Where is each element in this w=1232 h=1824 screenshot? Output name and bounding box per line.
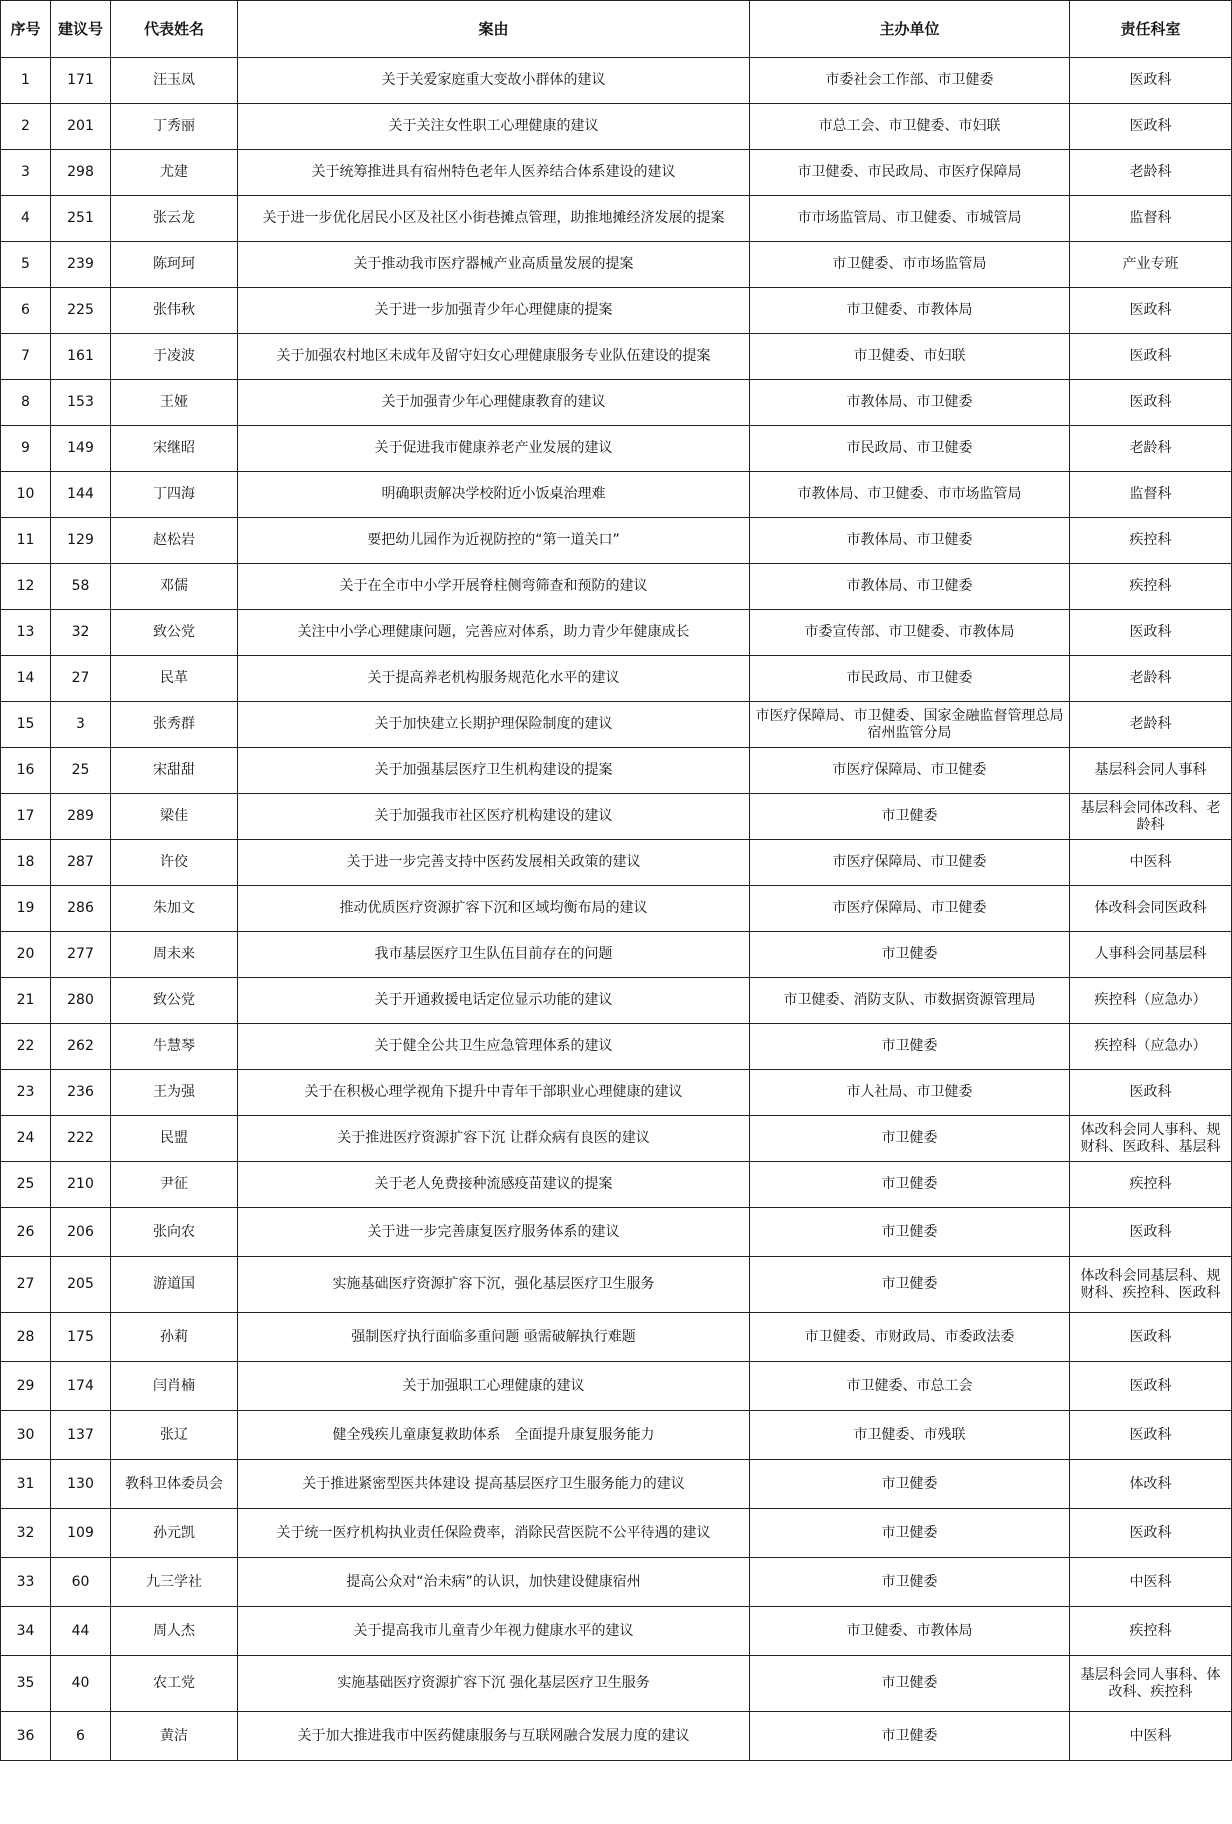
table-row (1, 150, 1232, 196)
cell-proposal-number: 205 (51, 1257, 111, 1313)
cell-lead-unit: 市卫健委、市市场监管局 (750, 242, 1070, 288)
cell-index: 31 (1, 1460, 51, 1509)
cell-representative-name: 丁秀丽 (111, 104, 238, 150)
cell-subject: 关于加强青少年心理健康教育的建议 (238, 380, 750, 426)
cell-responsible-office: 医政科 (1070, 1208, 1232, 1257)
cell-responsible-office: 产业专班 (1070, 242, 1232, 288)
table-row (1, 1411, 1232, 1460)
cell-proposal-number: 201 (51, 104, 111, 150)
cell-proposal-number: 25 (51, 748, 111, 794)
cell-index: 16 (1, 748, 51, 794)
cell-index: 20 (1, 932, 51, 978)
cell-responsible-office: 医政科 (1070, 58, 1232, 104)
cell-responsible-office: 体改科会同医政科 (1070, 886, 1232, 932)
cell-responsible-office: 监督科 (1070, 472, 1232, 518)
cell-proposal-number: 251 (51, 196, 111, 242)
cell-lead-unit: 市市场监管局、市卫健委、市城管局 (750, 196, 1070, 242)
cell-proposal-number: 222 (51, 1116, 111, 1162)
cell-subject: 关于在全市中小学开展脊柱侧弯筛查和预防的建议 (238, 564, 750, 610)
cell-index: 9 (1, 426, 51, 472)
cell-subject: 关于加强我市社区医疗机构建设的建议 (238, 794, 750, 840)
table-row (1, 748, 1232, 794)
cell-proposal-number: 153 (51, 380, 111, 426)
cell-proposal-number: 149 (51, 426, 111, 472)
cell-index: 7 (1, 334, 51, 380)
cell-responsible-office: 疾控科 (1070, 1607, 1232, 1656)
cell-subject: 关于开通救援电话定位显示功能的建议 (238, 978, 750, 1024)
cell-representative-name: 邓儒 (111, 564, 238, 610)
cell-responsible-office: 老龄科 (1070, 656, 1232, 702)
cell-representative-name: 张秀群 (111, 702, 238, 748)
cell-responsible-office: 疾控科 (1070, 518, 1232, 564)
cell-lead-unit: 市委宣传部、市卫健委、市教体局 (750, 610, 1070, 656)
cell-lead-unit: 市医疗保障局、市卫健委、国家金融监督管理总局宿州监管分局 (750, 702, 1070, 748)
cell-subject: 健全残疾儿童康复救助体系 全面提升康复服务能力 (238, 1411, 750, 1460)
cell-index: 12 (1, 564, 51, 610)
cell-subject: 关于老人免费接种流感疫苗建议的提案 (238, 1162, 750, 1208)
cell-proposal-number: 289 (51, 794, 111, 840)
cell-responsible-office: 监督科 (1070, 196, 1232, 242)
cell-representative-name: 尹征 (111, 1162, 238, 1208)
cell-proposal-number: 210 (51, 1162, 111, 1208)
cell-lead-unit: 市卫健委 (750, 1656, 1070, 1712)
cell-subject: 关于加强基层医疗卫生机构建设的提案 (238, 748, 750, 794)
cell-proposal-number: 175 (51, 1313, 111, 1362)
cell-lead-unit: 市卫健委 (750, 1116, 1070, 1162)
table-row (1, 656, 1232, 702)
cell-subject: 强制医疗执行面临多重问题 亟需破解执行难题 (238, 1313, 750, 1362)
cell-representative-name: 致公党 (111, 610, 238, 656)
cell-representative-name: 张云龙 (111, 196, 238, 242)
cell-index: 6 (1, 288, 51, 334)
cell-proposal-number: 174 (51, 1362, 111, 1411)
cell-lead-unit: 市卫健委、市教体局 (750, 1607, 1070, 1656)
cell-subject: 关于加强农村地区未成年及留守妇女心理健康服务专业队伍建设的提案 (238, 334, 750, 380)
cell-index: 2 (1, 104, 51, 150)
cell-responsible-office: 医政科 (1070, 1362, 1232, 1411)
cell-index: 27 (1, 1257, 51, 1313)
cell-responsible-office: 体改科会同基层科、规财科、疾控科、医政科 (1070, 1257, 1232, 1313)
cell-index: 14 (1, 656, 51, 702)
cell-responsible-office: 老龄科 (1070, 150, 1232, 196)
cell-responsible-office: 医政科 (1070, 380, 1232, 426)
cell-proposal-number: 239 (51, 242, 111, 288)
cell-responsible-office: 医政科 (1070, 1070, 1232, 1116)
cell-representative-name: 宋继昭 (111, 426, 238, 472)
table-row (1, 1257, 1232, 1313)
header-subject: 案由 (238, 1, 750, 58)
cell-subject: 关于统筹推进具有宿州特色老年人医养结合体系建设的建议 (238, 150, 750, 196)
cell-lead-unit: 市卫健委、市残联 (750, 1411, 1070, 1460)
cell-proposal-number: 32 (51, 610, 111, 656)
cell-proposal-number: 44 (51, 1607, 111, 1656)
cell-representative-name: 民盟 (111, 1116, 238, 1162)
cell-index: 29 (1, 1362, 51, 1411)
table-row (1, 886, 1232, 932)
table-row (1, 242, 1232, 288)
cell-representative-name: 宋甜甜 (111, 748, 238, 794)
cell-index: 23 (1, 1070, 51, 1116)
cell-index: 15 (1, 702, 51, 748)
table-row (1, 104, 1232, 150)
cell-lead-unit: 市卫健委、市财政局、市委政法委 (750, 1313, 1070, 1362)
cell-representative-name: 朱加文 (111, 886, 238, 932)
cell-index: 24 (1, 1116, 51, 1162)
cell-representative-name: 王为强 (111, 1070, 238, 1116)
cell-index: 8 (1, 380, 51, 426)
table-row (1, 1024, 1232, 1070)
cell-proposal-number: 6 (51, 1712, 111, 1761)
cell-representative-name: 民革 (111, 656, 238, 702)
header-representative-name: 代表姓名 (111, 1, 238, 58)
cell-responsible-office: 疾控科（应急办） (1070, 978, 1232, 1024)
cell-subject: 关于提高我市儿童青少年视力健康水平的建议 (238, 1607, 750, 1656)
table-row (1, 794, 1232, 840)
cell-representative-name: 九三学社 (111, 1558, 238, 1607)
cell-subject: 推动优质医疗资源扩容下沉和区域均衡布局的建议 (238, 886, 750, 932)
cell-lead-unit: 市卫健委 (750, 1257, 1070, 1313)
cell-subject: 关于推进医疗资源扩容下沉 让群众病有良医的建议 (238, 1116, 750, 1162)
cell-subject: 关于加快建立长期护理保险制度的建议 (238, 702, 750, 748)
cell-responsible-office: 疾控科 (1070, 1162, 1232, 1208)
cell-subject: 关于进一步加强青少年心理健康的提案 (238, 288, 750, 334)
cell-lead-unit: 市人社局、市卫健委 (750, 1070, 1070, 1116)
cell-representative-name: 许佼 (111, 840, 238, 886)
cell-subject: 关于健全公共卫生应急管理体系的建议 (238, 1024, 750, 1070)
header-proposal-number: 建议号 (51, 1, 111, 58)
cell-proposal-number: 298 (51, 150, 111, 196)
cell-index: 4 (1, 196, 51, 242)
table-row (1, 472, 1232, 518)
cell-proposal-number: 144 (51, 472, 111, 518)
cell-subject: 关于统一医疗机构执业责任保险费率，消除民营医院不公平待遇的建议 (238, 1509, 750, 1558)
cell-representative-name: 教科卫体委员会 (111, 1460, 238, 1509)
cell-index: 21 (1, 978, 51, 1024)
table-row (1, 1460, 1232, 1509)
cell-index: 10 (1, 472, 51, 518)
header-index: 序号 (1, 1, 51, 58)
cell-representative-name: 丁四海 (111, 472, 238, 518)
cell-representative-name: 黄洁 (111, 1712, 238, 1761)
cell-subject: 关于关注女性职工心理健康的建议 (238, 104, 750, 150)
table-row (1, 1070, 1232, 1116)
cell-proposal-number: 225 (51, 288, 111, 334)
cell-proposal-number: 280 (51, 978, 111, 1024)
cell-lead-unit: 市卫健委 (750, 1024, 1070, 1070)
cell-lead-unit: 市卫健委 (750, 1208, 1070, 1257)
cell-responsible-office: 基层科会同体改科、老龄科 (1070, 794, 1232, 840)
cell-subject: 关于进一步完善支持中医药发展相关政策的建议 (238, 840, 750, 886)
cell-index: 18 (1, 840, 51, 886)
cell-lead-unit: 市医疗保障局、市卫健委 (750, 840, 1070, 886)
cell-proposal-number: 286 (51, 886, 111, 932)
table-row (1, 564, 1232, 610)
table-row (1, 334, 1232, 380)
cell-proposal-number: 161 (51, 334, 111, 380)
cell-responsible-office: 医政科 (1070, 104, 1232, 150)
cell-subject: 我市基层医疗卫生队伍目前存在的问题 (238, 932, 750, 978)
cell-representative-name: 梁佳 (111, 794, 238, 840)
cell-proposal-number: 130 (51, 1460, 111, 1509)
cell-index: 33 (1, 1558, 51, 1607)
cell-index: 1 (1, 58, 51, 104)
cell-proposal-number: 206 (51, 1208, 111, 1257)
cell-representative-name: 周未来 (111, 932, 238, 978)
cell-index: 30 (1, 1411, 51, 1460)
cell-representative-name: 牛慧琴 (111, 1024, 238, 1070)
cell-responsible-office: 基层科会同人事科、体改科、疾控科 (1070, 1656, 1232, 1712)
cell-lead-unit: 市卫健委 (750, 1558, 1070, 1607)
cell-representative-name: 致公党 (111, 978, 238, 1024)
cell-lead-unit: 市卫健委、市妇联 (750, 334, 1070, 380)
cell-lead-unit: 市医疗保障局、市卫健委 (750, 886, 1070, 932)
cell-responsible-office: 疾控科（应急办） (1070, 1024, 1232, 1070)
table-row (1, 196, 1232, 242)
cell-lead-unit: 市卫健委 (750, 932, 1070, 978)
table-row (1, 1313, 1232, 1362)
cell-lead-unit: 市教体局、市卫健委 (750, 380, 1070, 426)
cell-index: 35 (1, 1656, 51, 1712)
cell-proposal-number: 171 (51, 58, 111, 104)
cell-subject: 要把幼儿园作为近视防控的“第一道关口” (238, 518, 750, 564)
table-row (1, 1509, 1232, 1558)
cell-representative-name: 赵松岩 (111, 518, 238, 564)
cell-subject: 关于促进我市健康养老产业发展的建议 (238, 426, 750, 472)
cell-representative-name: 张向农 (111, 1208, 238, 1257)
cell-subject: 关注中小学心理健康问题，完善应对体系，助力青少年健康成长 (238, 610, 750, 656)
cell-proposal-number: 109 (51, 1509, 111, 1558)
cell-subject: 实施基础医疗资源扩容下沉，强化基层医疗卫生服务 (238, 1257, 750, 1313)
table-row (1, 1712, 1232, 1761)
cell-lead-unit: 市卫健委、市总工会 (750, 1362, 1070, 1411)
cell-lead-unit: 市卫健委 (750, 794, 1070, 840)
table-row (1, 1208, 1232, 1257)
table-row (1, 840, 1232, 886)
cell-lead-unit: 市卫健委 (750, 1712, 1070, 1761)
cell-subject: 明确职责解决学校附近小饭桌治理难 (238, 472, 750, 518)
cell-subject: 关于加强职工心理健康的建议 (238, 1362, 750, 1411)
cell-responsible-office: 医政科 (1070, 1313, 1232, 1362)
cell-lead-unit: 市民政局、市卫健委 (750, 656, 1070, 702)
table-row (1, 1558, 1232, 1607)
cell-lead-unit: 市教体局、市卫健委 (750, 564, 1070, 610)
cell-lead-unit: 市教体局、市卫健委 (750, 518, 1070, 564)
cell-representative-name: 周人杰 (111, 1607, 238, 1656)
cell-proposal-number: 262 (51, 1024, 111, 1070)
cell-lead-unit: 市总工会、市卫健委、市妇联 (750, 104, 1070, 150)
cell-subject: 关于加大推进我市中医药健康服务与互联网融合发展力度的建议 (238, 1712, 750, 1761)
cell-index: 22 (1, 1024, 51, 1070)
cell-representative-name: 闫肖楠 (111, 1362, 238, 1411)
cell-responsible-office: 疾控科 (1070, 564, 1232, 610)
cell-subject: 关于推进紧密型医共体建设 提高基层医疗卫生服务能力的建议 (238, 1460, 750, 1509)
cell-lead-unit: 市卫健委 (750, 1460, 1070, 1509)
cell-subject: 提高公众对“治未病”的认识，加快建设健康宿州 (238, 1558, 750, 1607)
table-row (1, 380, 1232, 426)
cell-index: 13 (1, 610, 51, 656)
cell-lead-unit: 市卫健委、市教体局 (750, 288, 1070, 334)
cell-representative-name: 游道国 (111, 1257, 238, 1313)
cell-proposal-number: 40 (51, 1656, 111, 1712)
cell-subject: 关于进一步完善康复医疗服务体系的建议 (238, 1208, 750, 1257)
table-row (1, 1656, 1232, 1712)
cell-responsible-office: 中医科 (1070, 840, 1232, 886)
cell-representative-name: 孙元凯 (111, 1509, 238, 1558)
cell-responsible-office: 老龄科 (1070, 426, 1232, 472)
cell-lead-unit: 市委社会工作部、市卫健委 (750, 58, 1070, 104)
cell-proposal-number: 3 (51, 702, 111, 748)
cell-proposal-number: 236 (51, 1070, 111, 1116)
cell-proposal-number: 58 (51, 564, 111, 610)
cell-representative-name: 农工党 (111, 1656, 238, 1712)
cell-subject: 关于提高养老机构服务规范化水平的建议 (238, 656, 750, 702)
cell-subject: 关于关爱家庭重大变故小群体的建议 (238, 58, 750, 104)
cell-responsible-office: 中医科 (1070, 1712, 1232, 1761)
cell-responsible-office: 老龄科 (1070, 702, 1232, 748)
cell-subject: 实施基础医疗资源扩容下沉 强化基层医疗卫生服务 (238, 1656, 750, 1712)
cell-index: 5 (1, 242, 51, 288)
cell-representative-name: 张辽 (111, 1411, 238, 1460)
cell-index: 36 (1, 1712, 51, 1761)
cell-responsible-office: 医政科 (1070, 334, 1232, 380)
cell-lead-unit: 市医疗保障局、市卫健委 (750, 748, 1070, 794)
header-responsible-office: 责任科室 (1070, 1, 1232, 58)
table-row (1, 932, 1232, 978)
cell-responsible-office: 中医科 (1070, 1558, 1232, 1607)
header-row (1, 1, 1232, 58)
table-row (1, 426, 1232, 472)
table-row (1, 518, 1232, 564)
cell-responsible-office: 医政科 (1070, 610, 1232, 656)
cell-index: 19 (1, 886, 51, 932)
table-row (1, 610, 1232, 656)
cell-lead-unit: 市卫健委、消防支队、市数据资源管理局 (750, 978, 1070, 1024)
cell-responsible-office: 基层科会同人事科 (1070, 748, 1232, 794)
table-row (1, 978, 1232, 1024)
table-row (1, 1116, 1232, 1162)
cell-proposal-number: 137 (51, 1411, 111, 1460)
cell-subject: 关于进一步优化居民小区及社区小街巷摊点管理，助推地摊经济发展的提案 (238, 196, 750, 242)
cell-representative-name: 尤建 (111, 150, 238, 196)
cell-lead-unit: 市卫健委、市民政局、市医疗保障局 (750, 150, 1070, 196)
cell-responsible-office: 人事科会同基层科 (1070, 932, 1232, 978)
cell-lead-unit: 市教体局、市卫健委、市市场监管局 (750, 472, 1070, 518)
cell-subject: 关于在积极心理学视角下提升中青年干部职业心理健康的建议 (238, 1070, 750, 1116)
cell-subject: 关于推动我市医疗器械产业高质量发展的提案 (238, 242, 750, 288)
cell-index: 11 (1, 518, 51, 564)
cell-proposal-number: 60 (51, 1558, 111, 1607)
table-row (1, 288, 1232, 334)
cell-proposal-number: 287 (51, 840, 111, 886)
cell-responsible-office: 医政科 (1070, 1509, 1232, 1558)
cell-proposal-number: 27 (51, 656, 111, 702)
cell-index: 17 (1, 794, 51, 840)
cell-responsible-office: 体改科 (1070, 1460, 1232, 1509)
table-row (1, 1607, 1232, 1656)
header-lead-unit: 主办单位 (750, 1, 1070, 58)
table-row (1, 1162, 1232, 1208)
cell-index: 26 (1, 1208, 51, 1257)
table-body (1, 58, 1232, 1761)
cell-representative-name: 陈珂珂 (111, 242, 238, 288)
cell-representative-name: 张伟秋 (111, 288, 238, 334)
cell-index: 32 (1, 1509, 51, 1558)
cell-index: 3 (1, 150, 51, 196)
cell-representative-name: 汪玉凤 (111, 58, 238, 104)
cell-responsible-office: 医政科 (1070, 1411, 1232, 1460)
cell-lead-unit: 市卫健委 (750, 1509, 1070, 1558)
cell-index: 25 (1, 1162, 51, 1208)
table-row (1, 58, 1232, 104)
cell-lead-unit: 市民政局、市卫健委 (750, 426, 1070, 472)
cell-proposal-number: 277 (51, 932, 111, 978)
cell-representative-name: 孙莉 (111, 1313, 238, 1362)
table-row (1, 702, 1232, 748)
cell-proposal-number: 129 (51, 518, 111, 564)
cell-lead-unit: 市卫健委 (750, 1162, 1070, 1208)
cell-responsible-office: 医政科 (1070, 288, 1232, 334)
cell-index: 34 (1, 1607, 51, 1656)
cell-responsible-office: 体改科会同人事科、规财科、医政科、基层科 (1070, 1116, 1232, 1162)
cell-representative-name: 于凌波 (111, 334, 238, 380)
cell-representative-name: 王娅 (111, 380, 238, 426)
table-row (1, 1362, 1232, 1411)
cell-index: 28 (1, 1313, 51, 1362)
